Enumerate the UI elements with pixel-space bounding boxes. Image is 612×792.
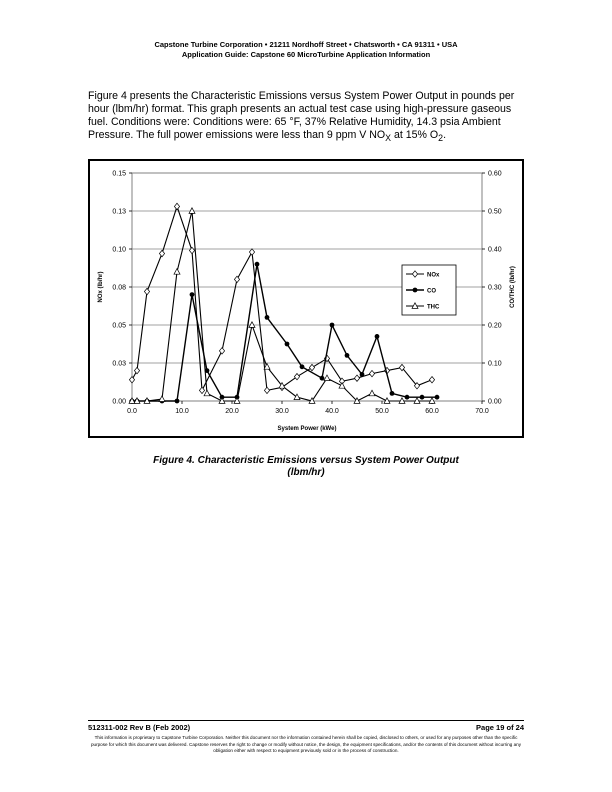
y-tick-label: 0.15 xyxy=(112,170,126,178)
legend-label-co: CO xyxy=(427,288,436,295)
data-point-co xyxy=(265,315,270,320)
emissions-chart xyxy=(88,159,524,438)
legend xyxy=(402,265,456,315)
x-tick-label: 70.0 xyxy=(475,408,489,415)
x-tick-label: 50.0 xyxy=(375,408,389,415)
intro-sub-x: X xyxy=(385,133,392,144)
y2-axis-ticks xyxy=(482,171,502,406)
y-axis-label: NOx (lb/hr) xyxy=(98,271,104,303)
y2-tick-label: 0.10 xyxy=(488,360,502,368)
y-tick-label: 0.03 xyxy=(112,360,126,368)
data-point-co xyxy=(255,262,260,267)
document-revision: 512311-002 Rev B (Feb 2002) xyxy=(88,723,191,732)
x-tick-label: 40.0 xyxy=(325,408,339,415)
data-point-co xyxy=(190,292,195,297)
data-point-co xyxy=(375,334,380,339)
x-axis-label: System Power (kWe) xyxy=(277,426,337,432)
y-tick-label: 0.08 xyxy=(112,284,126,292)
footer-divider xyxy=(88,720,524,721)
y-tick-label: 0.13 xyxy=(112,208,126,216)
y-tick-label: 0.05 xyxy=(112,322,126,330)
legend-label-thc: THC xyxy=(427,304,440,311)
data-point-co xyxy=(300,364,305,369)
data-point-co xyxy=(405,395,410,400)
x-tick-label: 20.0 xyxy=(225,408,239,415)
x-tick-label: 60.0 xyxy=(425,408,439,415)
y2-axis-label: CO/THC (lb/hr) xyxy=(510,266,516,308)
y-tick-label: 0.10 xyxy=(112,246,126,254)
y2-tick-label: 0.50 xyxy=(488,208,502,216)
data-point-co xyxy=(345,353,350,358)
page-number: Page 19 of 24 xyxy=(476,723,524,732)
x-tick-label: 10.0 xyxy=(175,408,189,415)
legend-marker-co xyxy=(413,288,418,293)
data-point-co xyxy=(390,391,395,396)
intro-sub-2: 2 xyxy=(438,133,444,144)
data-point-co xyxy=(330,323,335,328)
intro-paragraph xyxy=(88,90,528,145)
data-point-co xyxy=(360,372,365,377)
intro-text-3: . xyxy=(443,129,447,141)
y2-tick-label: 0.40 xyxy=(488,246,502,254)
data-point-co xyxy=(285,342,290,347)
y2-tick-label: 0.20 xyxy=(488,322,502,330)
y2-tick-label: 0.60 xyxy=(488,170,502,178)
header-guide-title: Application Guide: Capstone 60 MicroTurbine Application Information xyxy=(181,50,431,59)
x-tick-label: 30.0 xyxy=(275,408,289,415)
figure-caption-units: (lbm/hr) xyxy=(287,467,325,478)
data-point-co xyxy=(420,395,425,400)
legend-label-nox: NOx xyxy=(427,272,440,279)
data-point-co xyxy=(320,376,325,381)
chart-svg xyxy=(90,161,522,436)
y-axis-ticks xyxy=(112,171,132,406)
intro-text-2: at 15% O xyxy=(391,129,439,141)
data-point-co xyxy=(435,395,440,400)
header-company-line: Capstone Turbine Corporation • 21211 Nordhoff Street • Chatsworth • CA 91311 • USA xyxy=(154,40,458,49)
intro-text-1: Figure 4 presents the Characteristic Emissions versus System Power Output in pounds per hour (lbm/hr) format. This graph presents an actual test case using high-pressure gaseous fuel. Conditions were: Conditions were: 65 °F, 37% Relative Humidity, 14.3 psia Ambient Pressure. The full power emissions were less than 9 ppm V NO xyxy=(88,90,515,141)
x-tick-label: 0.0 xyxy=(127,408,137,415)
data-point-co xyxy=(175,399,180,404)
proprietary-disclaimer: This information is proprietary to Capstone Turbine Corporation. Neither this document nor the information contained herein shall be copied, disclosed to others, or used for any purposes other than the specific purpose for which this document was delivered. Capstone reserves the right to change or modify without notice, the design, the equipment specifications, and/or the contents of this document without incurring any obligation either with respect to equipment previously sold or in the process of construction. xyxy=(90,735,521,753)
figure-caption: Figure 4. Characteristic Emissions versus System Power Output xyxy=(153,455,459,466)
y2-tick-label: 0.00 xyxy=(488,398,502,406)
y2-tick-label: 0.30 xyxy=(488,284,502,292)
y-tick-label: 0.00 xyxy=(112,398,126,406)
